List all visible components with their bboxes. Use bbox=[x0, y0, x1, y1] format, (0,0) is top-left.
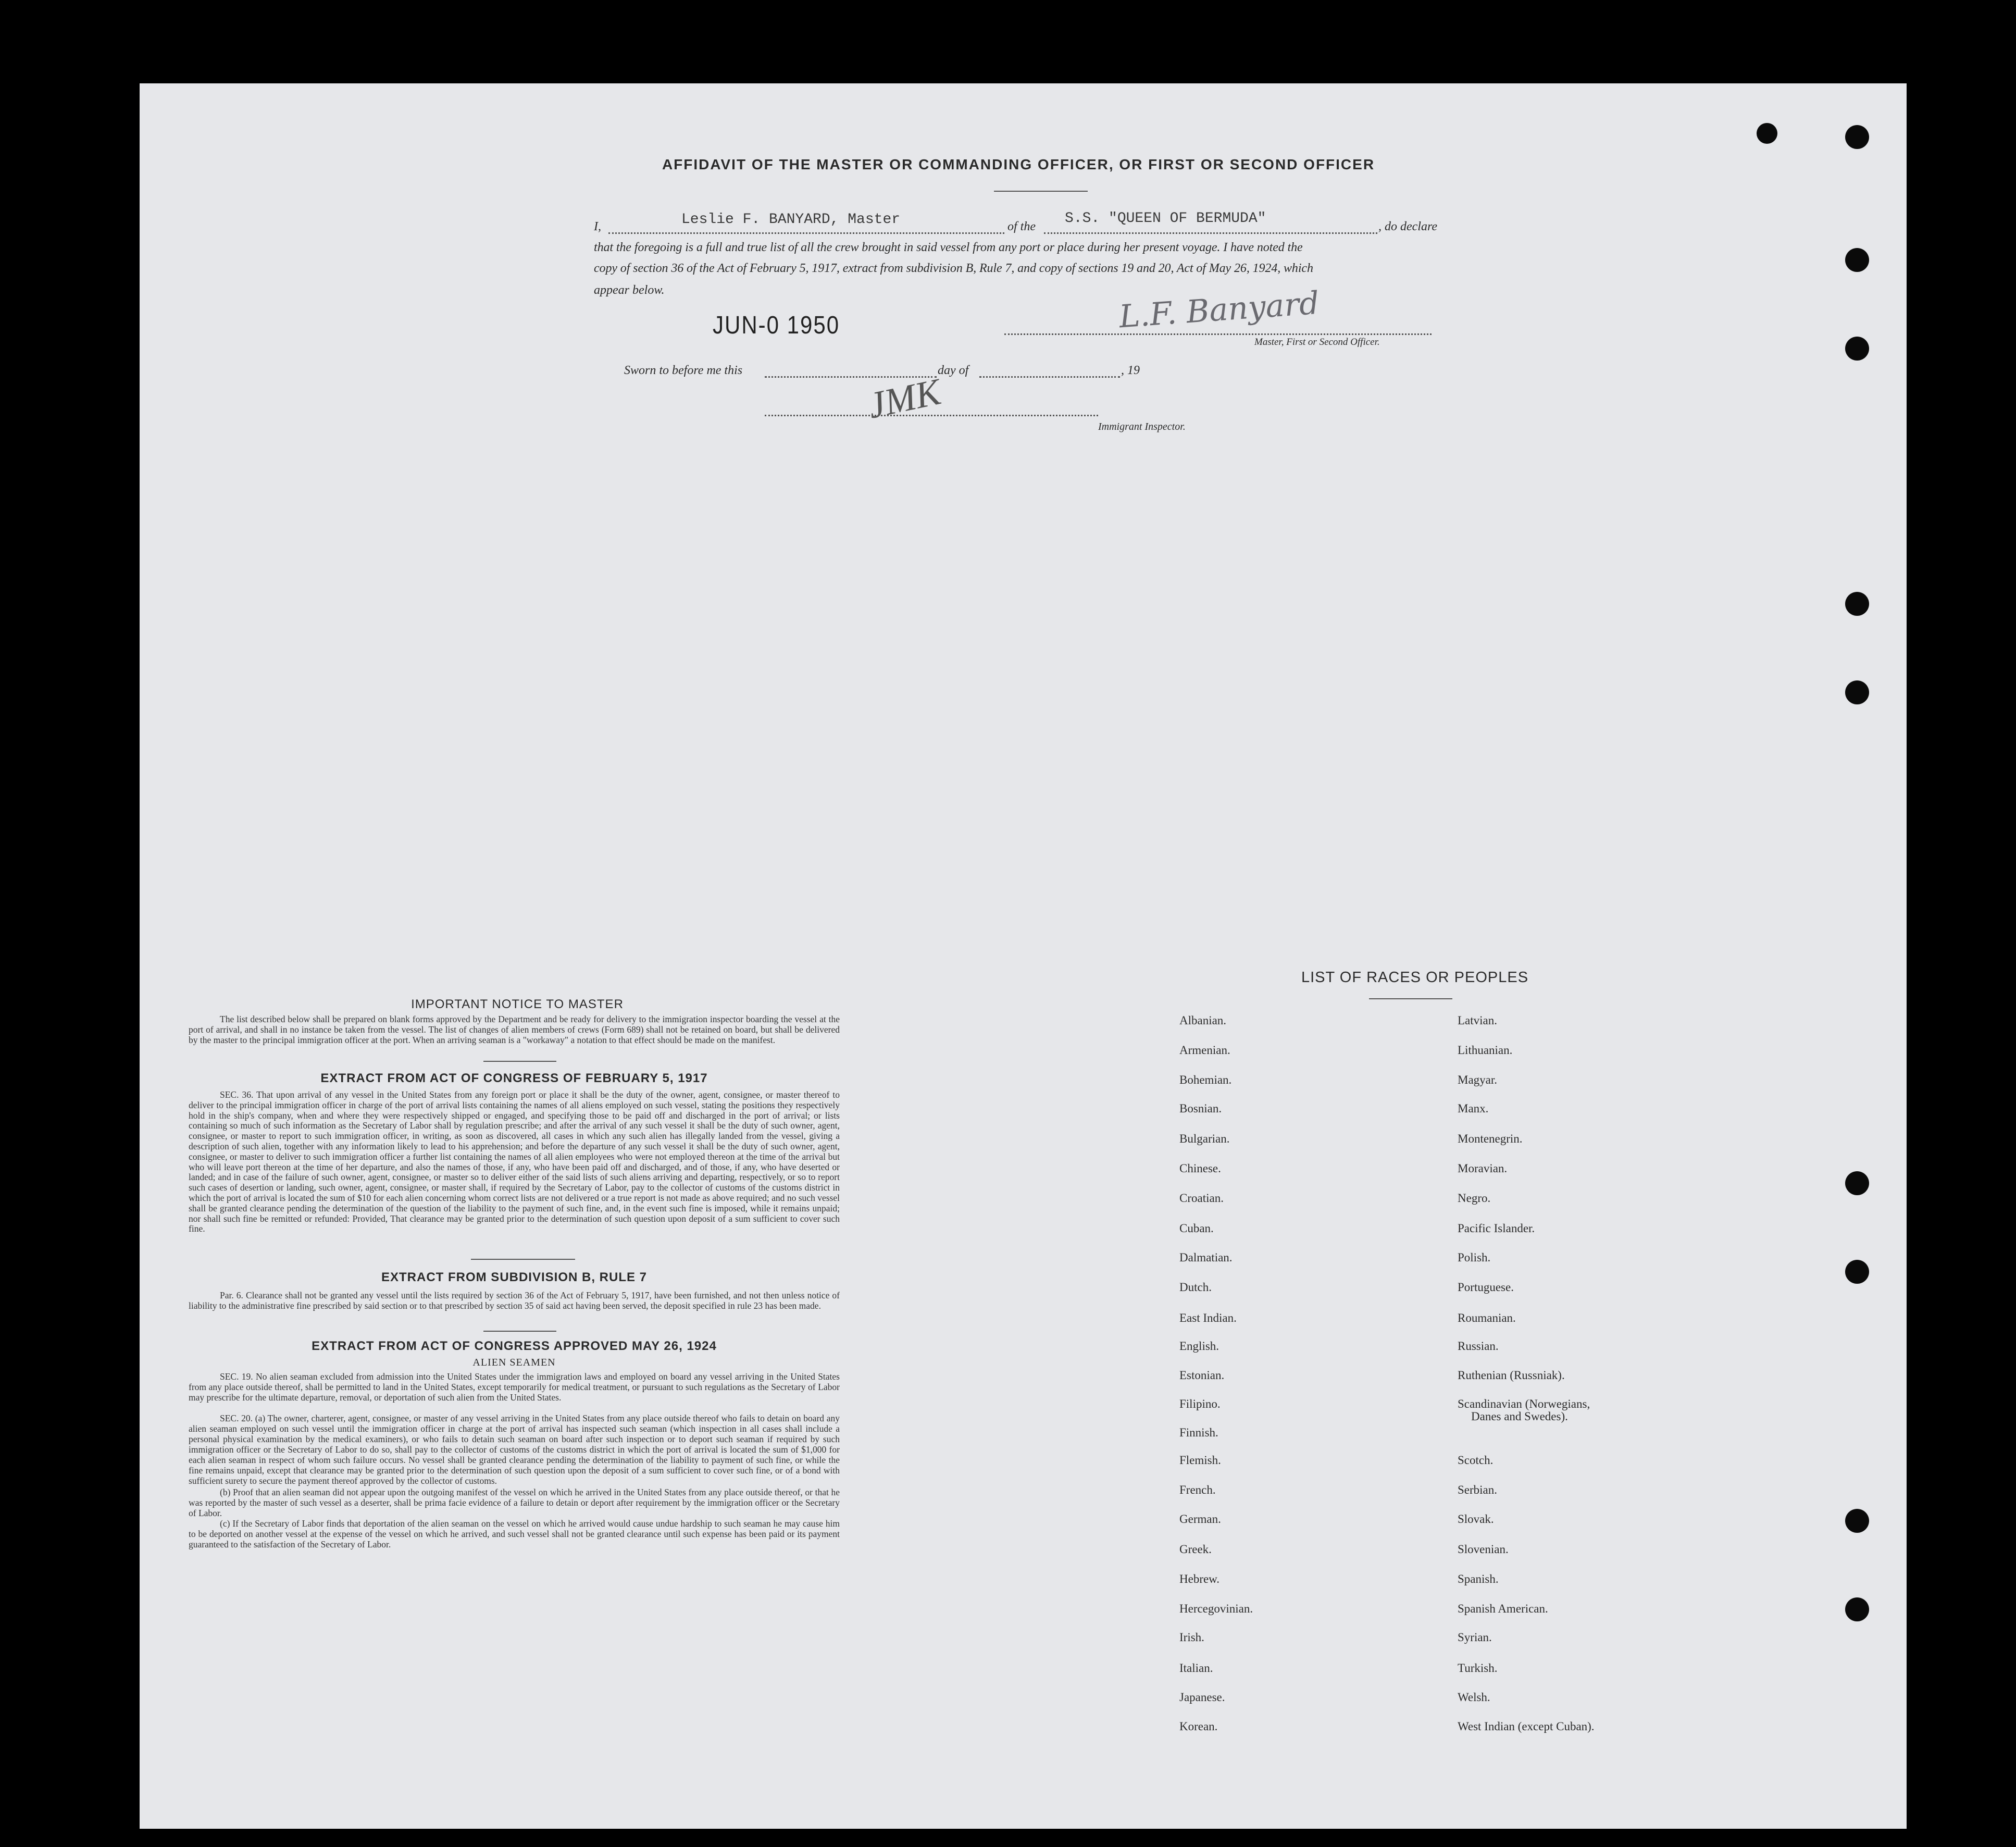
notice-body: The list described below shall be prepared on blank forms approved by the Department and be ready for delivery to the immigration inspector boarding the vessel at the port of arrival, and shall in no instance be taken from the vessel. The list of changes of alien members of crews (Form 689) shall not be retained on board, but shall be delivered by the master to the principal immigration officer at the port. When an arriving seaman is a "workaway" a notation to that effect should be made on the manifest. bbox=[189, 1014, 840, 1045]
master-signature: L.F. Banyard bbox=[1118, 284, 1321, 336]
affidavit-title: AFFIDAVIT OF THE MASTER OR COMMANDING OFFICER, OR FIRST OR SECOND OFFICER bbox=[662, 156, 1375, 172]
race-item: Dutch. bbox=[1179, 1281, 1212, 1294]
race-item: Montenegrin. bbox=[1458, 1132, 1523, 1145]
sec19-body: SEC. 19. No alien seaman excluded from admission into the United States under the immigration laws and employed on board any vessel arriving in the United States from any place outside thereof, shall be permitted to land in the United States, except temporarily for medical treatment, or pursuant to such regulations as the Secretary of Labor may prescribe for the ultimate departure, removal, or deportation of such alien from the United States. bbox=[189, 1371, 840, 1403]
race-item: Albanian. bbox=[1179, 1014, 1227, 1027]
notice-title: IMPORTANT NOTICE TO MASTER bbox=[411, 997, 624, 1011]
extract-1917-title: EXTRACT FROM ACT OF CONGRESS OF FEBRUARY 5, 1917 bbox=[320, 1071, 708, 1085]
race-item: Cuban. bbox=[1179, 1222, 1214, 1235]
race-item: Finnish. bbox=[1179, 1426, 1218, 1439]
race-item: Irish. bbox=[1179, 1631, 1204, 1644]
sec20b-body: (b) Proof that an alien seaman did not appear upon the outgoing manifest of the vessel on which he arrived in the United States from any place outside thereof, or that he was reported by the master of such vessel as a deserter, shall be prima facie evidence of a failure to detain or deport after requirement by the immigration officer or the Secretary of Labor. bbox=[189, 1487, 840, 1518]
master-name-field[interactable]: Leslie F. BANYARD, Master bbox=[681, 212, 901, 228]
rule7-body: Par. 6. Clearance shall not be granted any vessel until the lists required by section 36 of the Act of February 5, 1917, have been furnished, and not then unless notice of liability to the administrative fine prescribed by said section or to that prescribed by section 35 of said act having been served, the deposit specified in rule 23 has been made. bbox=[189, 1290, 840, 1311]
race-item: Moravian. bbox=[1458, 1162, 1508, 1175]
race-item: Korean. bbox=[1179, 1720, 1218, 1733]
race-item: Bulgarian. bbox=[1179, 1132, 1230, 1145]
race-item: Negro. bbox=[1458, 1192, 1491, 1205]
race-item: Welsh. bbox=[1458, 1691, 1490, 1704]
extract-1917-divider bbox=[471, 1259, 575, 1260]
races-title: LIST OF RACES OR PEOPLES bbox=[1301, 969, 1529, 986]
extract-1917-body: SEC. 36. That upon arrival of any vessel in the United States from any foreign port or place it shall be the duty of the owner, agent, consignee, or master thereof to deliver to the principal immigration officer in charge of the port of arrival lists containing the names of all aliens employed on such vessel, stating the positions they respectively hold in the ship's company, when and where they were respectively shipped or engaged, and specifying those to be paid off and discharged in the port of arrival; or lists containing so much of such information as the Secretary of Labor shall by regulation prescribe; and after the arrival of any such vessel it shall be the duty of such owner, agent, consignee, or master to report to such immigration officer, in writing, as soon as discovered, all cases in which any such alien has illegally landed from the vessel, giving a description of such alien, together with any information likely to lead to his apprehension; and before the departure of any such vessel it shall be the duty of such owner, agent, consignee, or master to deliver to such immigration officer a further list containing the names of all alien employees who were not employed thereon at the time of the arrival but who will leave port thereon at the time of her departure, and also the names of those, if any, who have been paid off and discharged, and of those, if any, who have deserted or landed; and in case of the failure of such owner, agent, consignee, or master so to deliver either of the said lists of such aliens arriving and departing, respectively, or so to report such cases of desertion or landing, such owner, agent, consignee, or master shall, if required by the Secretary of Labor, pay to the collector of customs of the customs district in which the port of arrival is located the sum of $10 for each alien concerning whom correct lists are not delivered or a true report is not made as above required; and no such vessel shall be granted clearance pending the determination of the question of the liability to the payment of such fine, and, in the event such fine is imposed, while it remains unpaid; nor shall such fine be remitted or refunded: Provided, That clearance may be granted prior to the determination of such question upon deposit of a sum sufficient to cover such fine. bbox=[189, 1089, 840, 1234]
race-item: Slovenian. bbox=[1458, 1543, 1509, 1556]
races-divider bbox=[1369, 998, 1452, 999]
race-item: French. bbox=[1179, 1483, 1216, 1496]
race-item: West Indian (except Cuban). bbox=[1458, 1720, 1595, 1733]
inspector-caption: Immigrant Inspector. bbox=[1098, 421, 1186, 432]
race-item: Scotch. bbox=[1458, 1454, 1494, 1467]
i-label: I, bbox=[594, 220, 601, 233]
race-item: Syrian. bbox=[1458, 1631, 1492, 1644]
sec20a-body: SEC. 20. (a) The owner, charterer, agent, consignee, or master of any vessel arriving in the United States from any place outside thereof who fails to detain on board any alien seaman employed on such vessel until the immigration officer in charge at the port of arrival has inspected such seaman (which inspection in all cases shall include a personal physical examination by the medical examiners), or who fails to detain such seaman on board after such inspection or to deport such seaman if required by such immigration officer or the Secretary of Labor to do so, shall pay to the collector of customs of the customs district in which the port of arrival is located the sum of $1,000 for each alien seaman in respect of whom such failure occurs. No vessel shall be granted clearance pending the determination of the liability to payment of such fine, or while the fine remains unpaid, except that clearance may be granted prior to the determination of such question upon the deposit of a sum sufficient to cover such fine, or of a bond with sufficient surety to secure the payment thereof approved by the collector of customs. bbox=[189, 1413, 840, 1486]
inspector-signature: JMK bbox=[864, 370, 944, 427]
race-item: Magyar. bbox=[1458, 1073, 1498, 1086]
affidavit-line-2: that the foregoing is a full and true list of all the crew brought in said vessel from any port or place during her present voyage. I have noted the bbox=[594, 241, 1303, 254]
punch-hole-icon bbox=[1845, 1509, 1869, 1533]
vessel-field-line bbox=[1044, 232, 1377, 234]
sworn-month-line bbox=[979, 376, 1120, 378]
race-item: Danes and Swedes). bbox=[1471, 1410, 1568, 1423]
punch-hole-icon bbox=[1757, 123, 1777, 144]
race-item: Pacific Islander. bbox=[1458, 1222, 1535, 1235]
punch-hole-icon bbox=[1845, 248, 1869, 272]
race-item: Flemish. bbox=[1179, 1454, 1221, 1467]
race-item: Ruthenian (Russniak). bbox=[1458, 1369, 1565, 1382]
race-item: Turkish. bbox=[1458, 1662, 1498, 1675]
signature-caption: Master, First or Second Officer. bbox=[1254, 337, 1380, 348]
race-item: Latvian. bbox=[1458, 1014, 1497, 1027]
year-prefix: , 19 bbox=[1121, 364, 1140, 377]
race-item: Spanish American. bbox=[1458, 1602, 1548, 1615]
sworn-label: Sworn to before me this bbox=[624, 364, 743, 377]
race-item: Roumanian. bbox=[1458, 1311, 1516, 1324]
notice-divider bbox=[483, 1061, 556, 1062]
race-item: German. bbox=[1179, 1513, 1221, 1526]
date-stamp: JUN-0 1950 bbox=[713, 311, 840, 339]
document-page bbox=[140, 83, 1907, 1829]
affidavit-line-3: copy of section 36 of the Act of February 5, 1917, extract from subdivision B, Rule 7, and copy of sections 19 and 20, Act of May 26, 1924, which bbox=[594, 262, 1313, 275]
rule7-divider bbox=[483, 1331, 556, 1332]
punch-hole-icon bbox=[1845, 680, 1869, 704]
punch-hole-icon bbox=[1845, 337, 1869, 361]
race-item: Bohemian. bbox=[1179, 1073, 1232, 1086]
race-item: Hebrew. bbox=[1179, 1572, 1220, 1585]
name-field-line bbox=[608, 232, 1004, 234]
race-item: English. bbox=[1179, 1340, 1219, 1353]
alien-seamen-subtitle: ALIEN SEAMEN bbox=[472, 1357, 556, 1368]
rule7-title: EXTRACT FROM SUBDIVISION B, RULE 7 bbox=[381, 1270, 648, 1284]
race-item: Russian. bbox=[1458, 1340, 1499, 1353]
race-item: Lithuanian. bbox=[1458, 1044, 1513, 1057]
signature-line bbox=[1004, 333, 1432, 335]
race-item: Croatian. bbox=[1179, 1192, 1224, 1205]
do-declare-text: , do declare bbox=[1378, 220, 1438, 233]
race-item: Slovak. bbox=[1458, 1513, 1494, 1526]
race-item: Chinese. bbox=[1179, 1162, 1221, 1175]
race-item: Greek. bbox=[1179, 1543, 1212, 1556]
race-item: Armenian. bbox=[1179, 1044, 1230, 1057]
race-item: East Indian. bbox=[1179, 1311, 1237, 1324]
punch-hole-icon bbox=[1845, 1171, 1869, 1195]
extract-1924-title: EXTRACT FROM ACT OF CONGRESS APPROVED MAY 26, 1924 bbox=[312, 1339, 717, 1353]
race-item: Scandinavian (Norwegians, bbox=[1458, 1397, 1590, 1410]
punch-hole-icon bbox=[1845, 125, 1869, 149]
race-item: Estonian. bbox=[1179, 1369, 1225, 1382]
race-item: Polish. bbox=[1458, 1251, 1491, 1264]
punch-hole-icon bbox=[1845, 1260, 1869, 1284]
race-item: Bosnian. bbox=[1179, 1102, 1222, 1115]
sec20c-body: (c) If the Secretary of Labor finds that deportation of the alien seaman on the vessel on which he arrived would cause undue hardship to such seaman he may cause him to be deported on another vessel at the expense of the vessel on which he arrived, and such vessel shall not be granted clearance until such expense has been paid or its payment guaranteed to the satisfaction of the Secretary of Labor. bbox=[189, 1518, 840, 1550]
race-item: Serbian. bbox=[1458, 1483, 1498, 1496]
race-item: Manx. bbox=[1458, 1102, 1489, 1115]
title-divider bbox=[994, 191, 1088, 192]
race-item: Italian. bbox=[1179, 1662, 1213, 1675]
of-the-label: of the bbox=[1007, 220, 1036, 233]
race-item: Japanese. bbox=[1179, 1691, 1225, 1704]
race-item: Dalmatian. bbox=[1179, 1251, 1233, 1264]
punch-hole-icon bbox=[1845, 592, 1869, 616]
race-item: Spanish. bbox=[1458, 1572, 1499, 1585]
punch-hole-icon bbox=[1845, 1597, 1869, 1621]
affidavit-line-4: appear below. bbox=[594, 283, 665, 297]
race-item: Portuguese. bbox=[1458, 1281, 1514, 1294]
race-item: Filipino. bbox=[1179, 1397, 1221, 1410]
vessel-name-field[interactable]: S.S. "QUEEN OF BERMUDA" bbox=[1065, 210, 1266, 227]
day-of-label: day of bbox=[938, 364, 969, 377]
race-item: Hercegovinian. bbox=[1179, 1602, 1253, 1615]
